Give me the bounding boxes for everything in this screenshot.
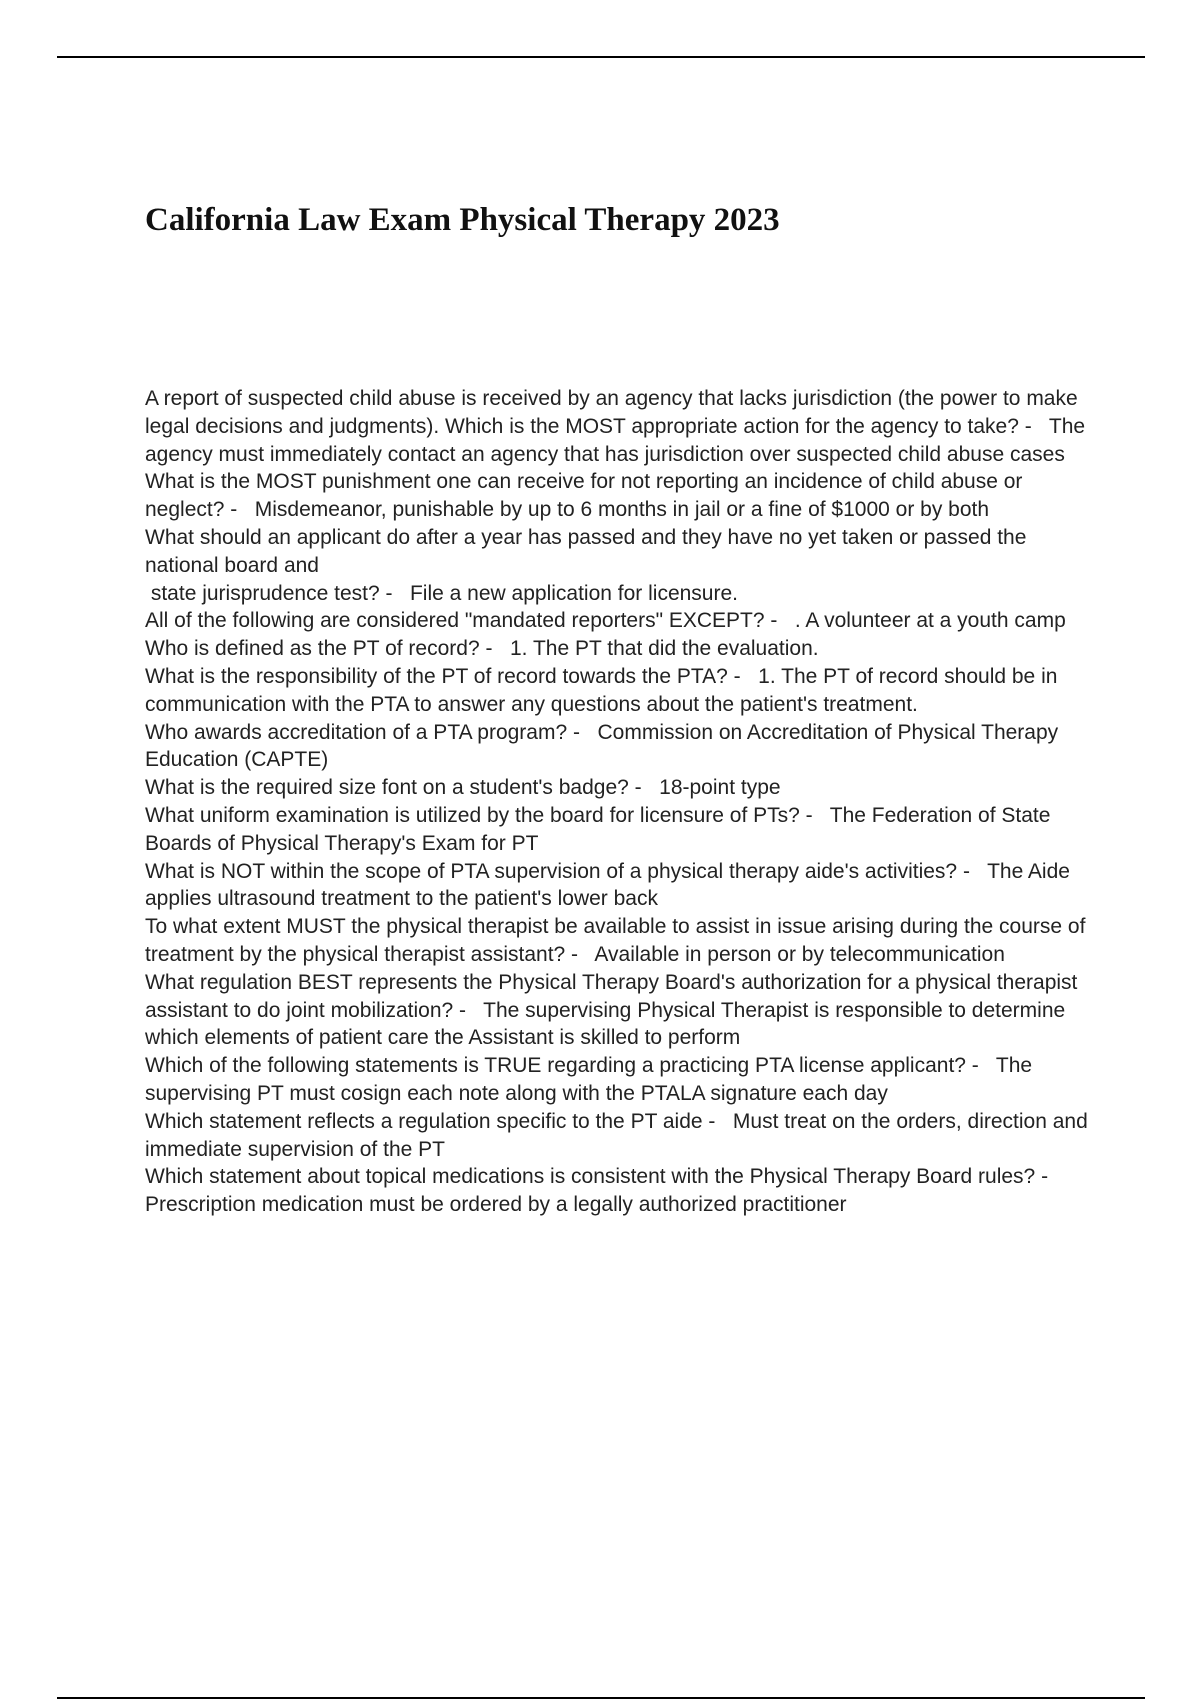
qa-separator: - <box>567 720 598 744</box>
qa-item <box>145 607 1095 635</box>
answer-text: Misdemeanor, punishable by up to 6 months in jail or a fine of $1000 or by both <box>254 498 990 522</box>
answer-text: Available in person or by telecommunication <box>594 942 1005 966</box>
qa-separator: - <box>1018 414 1049 438</box>
qa-separator: - <box>224 498 255 522</box>
question-text: Which of the following statements is TRUE regarding a practicing PTA license applicant? <box>145 1054 966 1078</box>
question-text: All of the following are considered "mandated reporters" EXCEPT? <box>145 609 765 633</box>
answer-text: File a new application for licensure. <box>409 581 738 605</box>
qa-item <box>145 858 1095 914</box>
qa-item <box>145 1052 1095 1108</box>
question-text: What is the responsibility of the PT of record towards the PTA? <box>145 664 728 688</box>
answer-text: Prescription medication must be ordered by a legally authorized practitioner <box>145 1193 847 1217</box>
qa-item <box>145 1108 1095 1164</box>
qa-item <box>145 524 1095 607</box>
qa-separator: - <box>1035 1165 1066 1189</box>
qa-separator: - <box>628 776 660 800</box>
qa-separator: - <box>453 998 484 1022</box>
question-text: What is NOT within the scope of PTA supervision of a physical therapy aide's activities? <box>145 859 958 883</box>
qa-separator: - <box>379 581 410 605</box>
qa-separator: - <box>799 803 830 827</box>
question-text: To what extent MUST the physical therapist be available to assist in issue arising during the course of treatment by the physical therapist assistant? <box>145 915 1092 966</box>
answer-text: 18-point type <box>659 776 781 800</box>
qa-item <box>145 913 1095 969</box>
answer-text: . A volunteer at a youth camp <box>794 609 1066 633</box>
qa-item <box>145 1163 1095 1219</box>
document-title: California Law Exam Physical Therapy 2023 <box>145 202 780 238</box>
question-text: What is the required size font on a student's badge? <box>145 776 629 800</box>
question-text: Who awards accreditation of a PTA program? <box>145 720 568 744</box>
qa-list <box>145 385 1095 1219</box>
qa-separator: - <box>565 942 595 966</box>
answer-text: The Federation of State Boards of Physical Therapy's Exam for PT <box>145 803 1057 855</box>
answer-text: Commission on Accreditation of Physical Therapy Education (CAPTE) <box>145 720 1065 772</box>
qa-item <box>145 969 1095 1052</box>
question-text: What regulation BEST represents the Physical Therapy Board's authorization for a physical therapist assistant to do joint mobilization? <box>145 970 1084 1022</box>
question-text: What should an applicant do after a year has passed and they have no yet taken or passed the national board and state jurisprudence test? <box>145 525 1027 605</box>
qa-separator: - <box>764 609 795 633</box>
qa-separator: - <box>957 859 988 883</box>
question-text: What uniform examination is utilized by the board for licensure of PTs? <box>145 803 800 827</box>
qa-separator: - <box>965 1054 996 1078</box>
qa-item <box>145 663 1095 719</box>
question-text: Which statement about topical medications is consistent with the Physical Therapy Board rules? <box>145 1165 1036 1189</box>
qa-item <box>145 468 1095 524</box>
question-text: Which statement reflects a regulation specific to the PT aide <box>145 1109 703 1133</box>
answer-text: 1. The PT that did the evaluation. <box>509 637 819 661</box>
answer-text: 1. The PT of record should be in communication with the PTA to answer any questions about the patient's treatment. <box>145 664 1064 716</box>
bottom-rule <box>57 1697 1145 1699</box>
answer-text: The Aide applies ultrasound treatment to the patient's lower back <box>145 859 1076 911</box>
qa-item <box>145 774 1095 802</box>
qa-item <box>145 635 1095 663</box>
question-text: Who is defined as the PT of record? <box>145 637 480 661</box>
question-text: A report of suspected child abuse is received by an agency that lacks jurisdiction (the power to make legal decisions and judgments). Which is the MOST appropriate action for the agency to take? <box>145 387 1084 438</box>
answer-text: Must treat on the orders, direction and immediate supervision of the PT <box>145 1109 1094 1161</box>
question-text: What is the MOST punishment one can receive for not reporting an incidence of child abuse or neglect? <box>145 470 1029 522</box>
qa-separator: - <box>479 637 510 661</box>
qa-item <box>145 802 1095 858</box>
answer-text: The agency must immediately contact an agency that has jurisdiction over suspected child abuse cases <box>145 414 1091 466</box>
qa-item <box>145 385 1095 468</box>
qa-item <box>145 719 1095 775</box>
top-rule <box>57 56 1145 58</box>
answer-text: The supervising PT must cosign each note along with the PTALA signature each day <box>145 1054 1038 1105</box>
qa-separator: - <box>727 664 759 688</box>
answer-text: The supervising Physical Therapist is responsible to determine which elements of patient care the Assistant is skilled to perform <box>145 998 1072 1050</box>
qa-separator: - <box>702 1109 733 1133</box>
